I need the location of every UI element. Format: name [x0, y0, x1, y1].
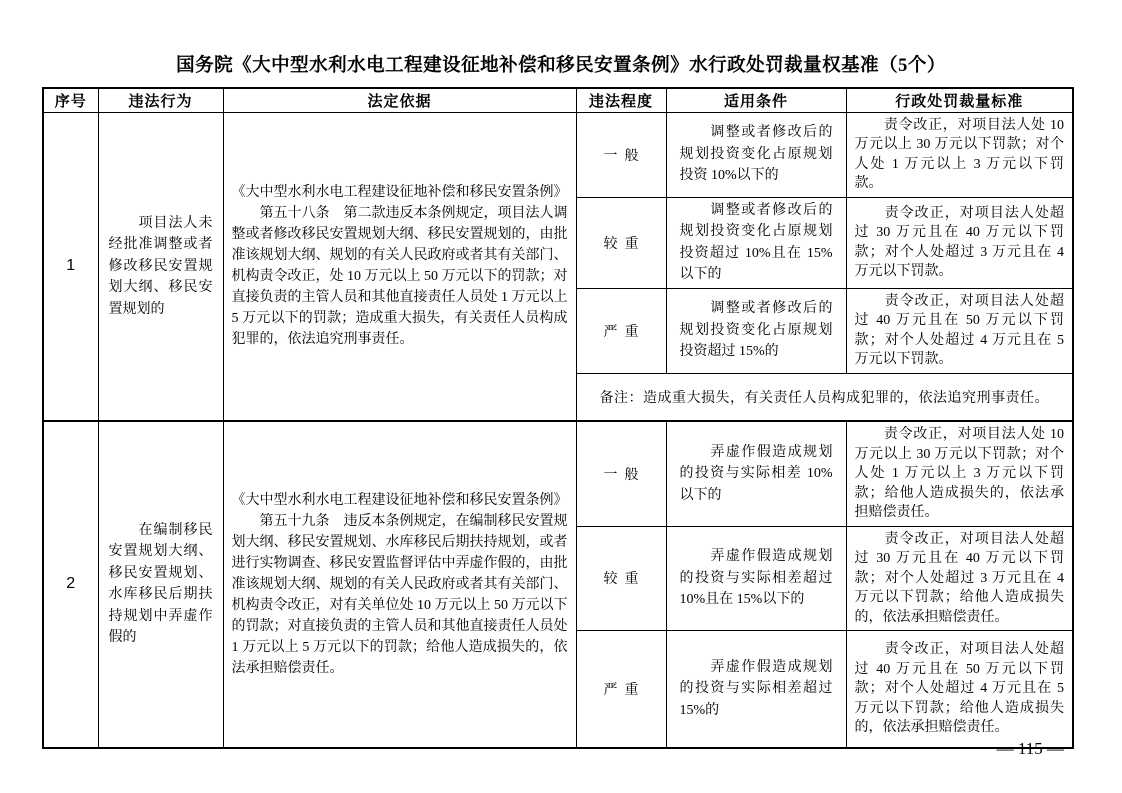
page-title: 国务院《大中型水利水电工程建设征地补偿和移民安置条例》水行政处罚裁量权基准（5个）	[176, 56, 946, 76]
legal-basis-body: 第五十九条 违反本条例规定，在编制移民安置规划大纲、移民安置规划、水库移民后期扶持规划，或者进行实物调查、移民安置监督评估中弄虚作假的，由批准该规划大纲、规划的有关人民政府或者其有关部门、机构责令改正，对有关单位处 10 万元以上 50 万元以下的罚款；对直接负责的主管人员和其他直接责任人员处 1 万元以上 5 万元以下的罚款；给他人造成损失的，依法承担赔偿责任。	[231, 513, 568, 676]
cell-penalty: 责令改正，对项目法人处超过 30 万元且在 40 万元以下罚款；对个人处超过 3 万元且在 4 万元以下罚款；给他人造成损失的，依法承担赔偿责任。	[846, 526, 1073, 631]
cell-condition: 弄虚作假造成规划的投资与实际相差 10%以下的	[666, 421, 846, 526]
penalty-standards-table	[42, 87, 1074, 749]
cell-degree: 较重	[576, 197, 666, 288]
table-row	[43, 421, 1073, 526]
cell-penalty: 责令改正，对项目法人处超过 40 万元且在 50 万元以下罚款；对个人处超过 4 万元且在 5 万元以下罚款。	[846, 288, 1073, 373]
cell-condition: 弄虚作假造成规划的投资与实际相差超过 10%且在 15%以下的	[666, 526, 846, 631]
cell-degree: 一般	[576, 112, 666, 197]
cell-legal-basis-2	[223, 421, 576, 748]
cell-degree: 一般	[576, 421, 666, 526]
page-number: — 115 —	[996, 739, 1064, 758]
cell-degree: 严重	[576, 288, 666, 373]
legal-basis-title: 《大中型水利水电工程建设征地补偿和移民安置条例》	[231, 492, 568, 508]
header-degree: 违法程度	[576, 88, 666, 112]
cell-degree: 严重	[576, 631, 666, 748]
cell-seq-1: 1	[43, 112, 98, 421]
cell-legal-basis-1	[223, 112, 576, 421]
cell-condition: 弄虚作假造成规划的投资与实际相差超过 15%的	[666, 631, 846, 748]
cell-violation-1: 项目法人未经批准调整或者修改移民安置规划大纲、移民安置规划的	[98, 112, 223, 421]
cell-seq-2: 2	[43, 421, 98, 748]
header-legal-basis: 法定依据	[223, 88, 576, 112]
cell-penalty: 责令改正，对项目法人处超过 40 万元且在 50 万元以下罚款；对个人处超过 4 万元且在 5 万元以下罚款；给他人造成损失的，依法承担赔偿责任。	[846, 631, 1073, 748]
cell-violation-2: 在编制移民安置规划大纲、移民安置规划、水库移民后期扶持规划中弄虚作假的	[98, 421, 223, 748]
cell-condition: 调整或者修改后的规划投资变化占原规划投资 10%以下的	[666, 112, 846, 197]
header-condition: 适用条件	[666, 88, 846, 112]
cell-penalty: 责令改正，对项目法人处超过 30 万元且在 40 万元以下罚款；对个人处超过 3 万元且在 4 万元以下罚款。	[846, 197, 1073, 288]
table-row	[43, 112, 1073, 197]
header-seq: 序号	[43, 88, 98, 112]
cell-penalty: 责令改正，对项目法人处 10 万元以上 30 万元以下罚款；对个人处 1 万元以上 3 万元以下罚款；给他人造成损失的，依法承担赔偿责任。	[846, 421, 1073, 526]
cell-penalty: 责令改正，对项目法人处 10 万元以上 30 万元以下罚款；对个人处 1 万元以上 3 万元以下罚款。	[846, 112, 1073, 197]
table-header-row	[43, 88, 1073, 112]
legal-basis-body: 第五十八条 第二款违反本条例规定，项目法人调整或者修改移民安置规划大纲、移民安置规划的，由批准该规划大纲、规划的有关人民政府或者其有关部门、机构责令改正，处 10 万元以上 50 万元以下的罚款；对直接负责的主管人员和其他直接责任人员处 1 万元以上 5 万元以下的罚款；造成重大损失，有关责任人员构成犯罪的，依法追究刑事责任。	[231, 206, 568, 348]
header-violation: 违法行为	[98, 88, 223, 112]
cell-degree: 较重	[576, 526, 666, 631]
cell-condition: 调整或者修改后的规划投资变化占原规划投资超过 10%且在 15%以下的	[666, 197, 846, 288]
header-penalty-standard: 行政处罚裁量标准	[846, 88, 1073, 112]
cell-note: 备注：造成重大损失，有关责任人员构成犯罪的，依法追究刑事责任。	[576, 373, 1073, 421]
cell-condition: 调整或者修改后的规划投资变化占原规划投资超过 15%的	[666, 288, 846, 373]
legal-basis-title: 《大中型水利水电工程建设征地补偿和移民安置条例》	[231, 185, 568, 201]
